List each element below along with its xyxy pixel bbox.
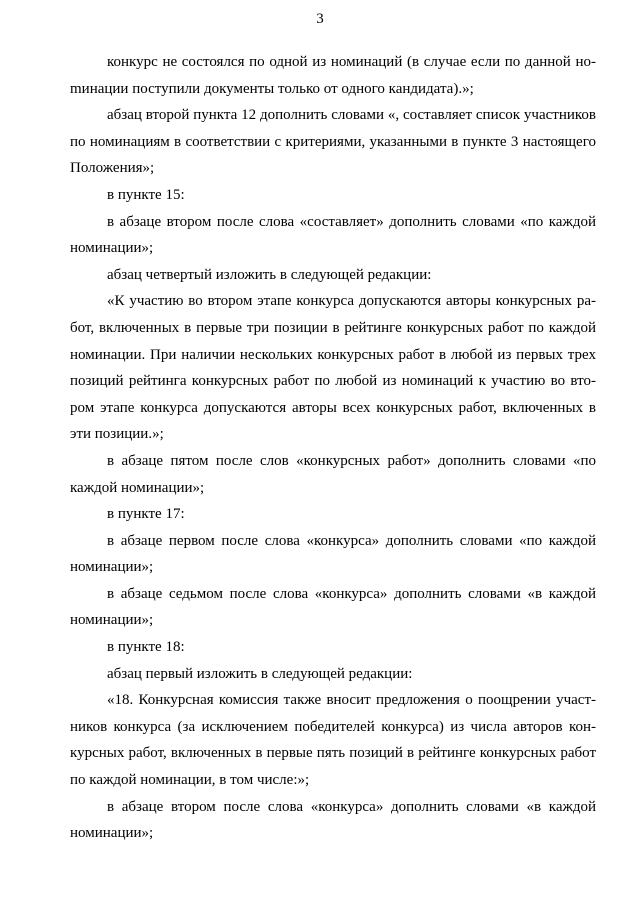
paragraph: «К участию во втором этапе конкурса допускаются авторы конкурсных работ, включенных в первые три позиции в рейтинге конкурсных работ по каждой номинации. При наличии нескольких конкурсных работ в любой из первых трех позиций рейтинга конкурсных работ по любой из номинаций к участию во втором этапе конкурса допускаются авторы всех конкурсных работ, включенных в эти позиции.»; (70, 293, 596, 443)
paragraph: в пункте 18: (107, 639, 185, 656)
paragraph: в пункте 17: (107, 506, 185, 523)
paragraph: абзац второй пункта 12 дополнить словами «, составляет список участников по номинациям в соответствии с критериями, указанными в пункте 3 настоящего Положения»; (70, 107, 596, 177)
paragraph: в абзаце пятом после слов «конкурсных работ» дополнить словами «по каждой номинации»; (70, 452, 596, 496)
paragraph: в пункте 15: (107, 186, 185, 203)
document-body (70, 49, 596, 847)
paragraph: в абзаце втором после слова «составляет» дополнить словами «по каждой номинации»; (70, 213, 596, 257)
paragraph: в абзаце втором после слова «конкурса» дополнить словами «в каждой номинации»; (70, 798, 596, 842)
paragraph: в абзаце первом после слова «конкурса» дополнить словами «по каждой номинации»; (70, 532, 596, 576)
paragraph: конкурс не состоялся по одной из номинаций (в случае если по данной ноmинации поступили документы только от одного кандидата).»; (70, 54, 596, 97)
paragraph: в абзаце седьмом после слова «конкурса» дополнить словами «в каждой номинации»; (70, 585, 596, 629)
paragraph: «18. Конкурсная комиссия также вносит предложения о поощрении участников конкурса (за исключением победителей конкурса) из числа авторов конкурсных работ, включенных в первые пять позиций в рейтинге конкурсных работ по каждой номинации, в том числе:»; (70, 692, 596, 789)
page-number: 3 (316, 11, 324, 27)
paragraph: абзац четвертый изложить в следующей редакции: (107, 266, 432, 283)
paragraph: абзац первый изложить в следующей редакции: (107, 665, 413, 682)
